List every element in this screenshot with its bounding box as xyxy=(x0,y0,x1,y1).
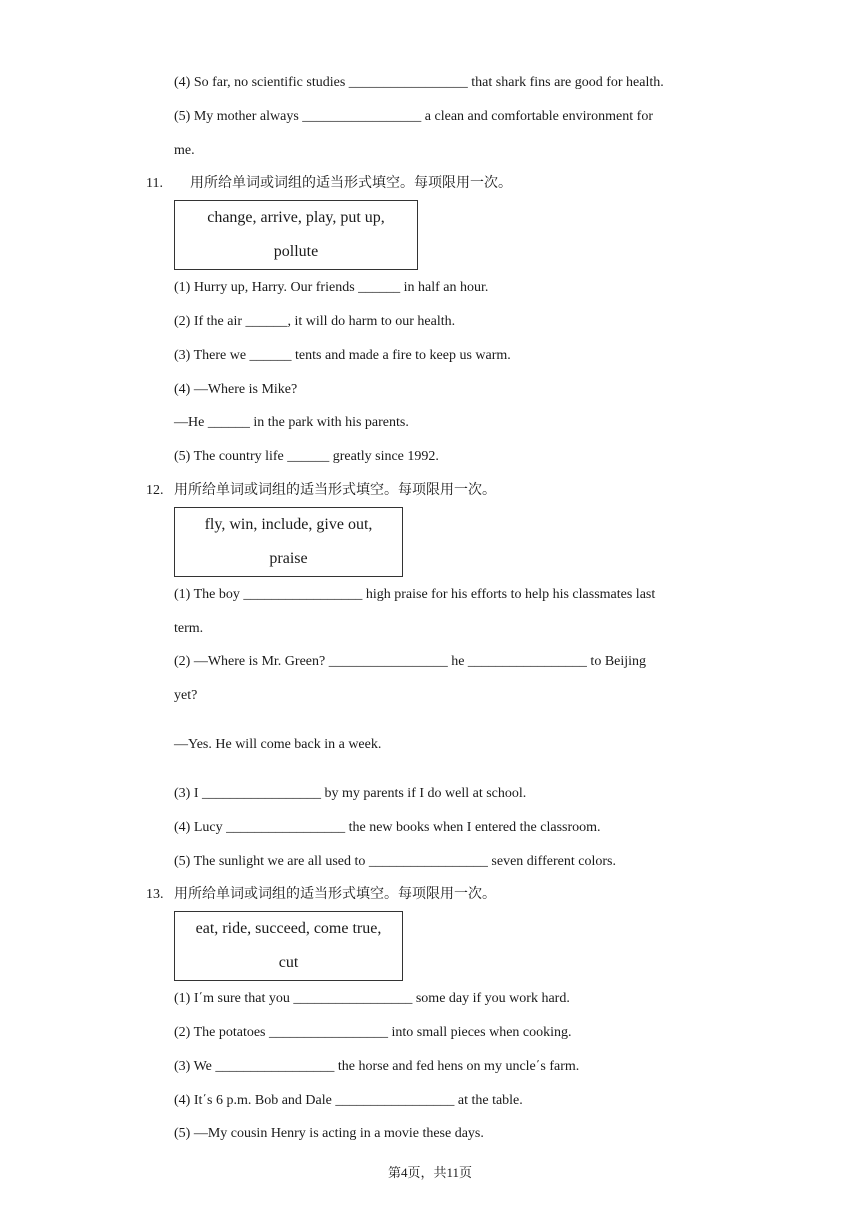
q13-instruction: 用所给单词或词组的适当形式填空。每项限用一次。 xyxy=(174,887,496,902)
q12-item: (2) —Where is Mr. Green? _________________ he _________________ to Beijing xyxy=(174,654,647,669)
q11-number: 11. xyxy=(146,176,163,191)
q12-item: term. xyxy=(174,621,204,636)
q12-instruction: 用所给单词或词组的适当形式填空。每项限用一次。 xyxy=(174,483,496,498)
q11-item: —He ______ in the park with his parents. xyxy=(174,415,409,430)
q11-item: (4) —Where is Mike? xyxy=(174,382,298,397)
page-footer: 第4页，共11页 xyxy=(387,1165,473,1180)
q11-instruction: 用所给单词或词组的适当形式填空。每项限用一次。 xyxy=(190,176,512,191)
q13-word-box-line1: eat, ride, succeed, come true, xyxy=(195,920,382,937)
q12-item: (4) Lucy _________________ the new books when I entered the classroom. xyxy=(174,820,601,835)
q12-item: yet? xyxy=(174,688,198,703)
q11-item: (2) If the air ______, it will do harm to our health. xyxy=(174,314,456,329)
q13-word-box-line2: cut xyxy=(278,954,299,971)
q12-item: (5) The sunlight we are all used to _________________ seven different colors. xyxy=(174,854,616,869)
q11-item: (5) The country life ______ greatly since 1992. xyxy=(174,449,439,464)
q13-item: (2) The potatoes _________________ into small pieces when cooking. xyxy=(174,1025,572,1040)
q13-number: 13. xyxy=(146,887,164,902)
q11-item: (3) There we ______ tents and made a fire to keep us warm. xyxy=(174,348,511,363)
q12-word-box-line1: fly, win, include, give out, xyxy=(204,516,373,533)
q11-word-box-line1: change, arrive, play, put up, xyxy=(207,209,385,226)
q13-item: (3) We _________________ the horse and fed hens on my uncle΄s farm. xyxy=(174,1059,580,1074)
q13-item: (4) It΄s 6 p.m. Bob and Dale _________________ at the table. xyxy=(174,1093,523,1108)
q10-item-5-cont: me. xyxy=(174,143,195,158)
q12-item: —Yes. He will come back in a week. xyxy=(174,737,382,752)
q13-word-box xyxy=(174,911,403,981)
q12-word-box xyxy=(174,507,403,577)
q10-item-5: (5) My mother always _________________ a clean and comfortable environment for xyxy=(174,109,653,124)
q12-number: 12. xyxy=(146,483,164,498)
q13-item: (5) —My cousin Henry is acting in a movie these days. xyxy=(174,1126,484,1141)
q11-word-box-line2: pollute xyxy=(273,243,319,260)
q11-word-box xyxy=(174,200,418,270)
q10-item-4: (4) So far, no scientific studies _________________ that shark fins are good for health. xyxy=(174,75,664,90)
q13-item: (1) I΄m sure that you _________________ some day if you work hard. xyxy=(174,991,570,1006)
q11-item: (1) Hurry up, Harry. Our friends ______ in half an hour. xyxy=(174,280,489,295)
q12-word-box-line2: praise xyxy=(269,550,308,567)
q12-item: (3) I _________________ by my parents if I do well at school. xyxy=(174,786,527,801)
q12-item: (1) The boy _________________ high praise for his efforts to help his classmates last xyxy=(174,587,656,602)
